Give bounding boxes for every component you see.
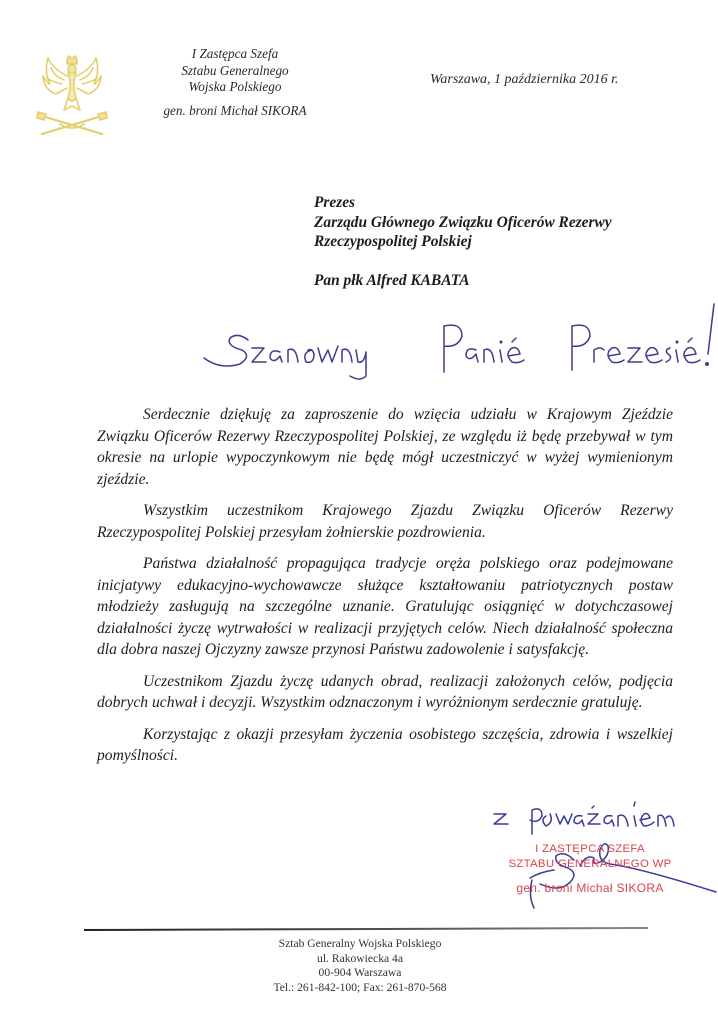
stamp-name: gen. broni Michał SIKORA: [516, 881, 664, 895]
recipient-line: Zarządu Głównego Związku Oficerów Rezerwy: [314, 213, 612, 231]
stamp-line: SZTABU GENERALNEGO WP: [508, 858, 672, 870]
stamp-line: I ZASTĘPCA SZEFA: [535, 843, 645, 855]
footer-line: Tel.: 261-842-100; Fax: 261-870-568: [273, 981, 447, 995]
official-stamp: [490, 842, 690, 896]
body-paragraph: Państwa działalność propagująca tradycje oręża polskiego oraz podejmowane inicjatywy edukacyjno-wychowawcze służące kształtowaniu patriotycznych postaw młodzieży zasługują na szczególne uznanie. Gratulując osiągnięć w dotychczasowej działalności życzę wytrwałości w realizacji przyjętych celów. Niech działalność społeczna dla dobra naszej Ojczyzny zawsze przynosi Państwu zadowolenie i satysfakcję.: [97, 555, 673, 658]
recipient-name: Pan płk Alfred KABATA: [314, 271, 470, 289]
footer-line: ul. Rakowiecka 4a: [317, 951, 403, 965]
sender-title-line: Sztabu Generalnego: [181, 62, 289, 78]
body-paragraph: Uczestnikom Zjazdu życzę udanych obrad, realizacji założonych celów, podjęcia dobrych uchwał i decyzji. Wszystkim odznaczonym i wyróżnionym serdecznie gratuluję.: [97, 672, 673, 711]
sender-name: gen. broni Michał SIKORA: [163, 102, 307, 118]
body-paragraph: Serdecznie dziękuję za zaproszenie do wzięcia udziału w Krajowym Zjeździe Związku Oficerów Rezerwy Rzeczypospolitej Polskiej, ze względu iż będę przebywał w tym okresie na urlopie wypoczynkowym nie będę mógł uczestniczyć w wyżej wymienionym zjeździe.: [97, 406, 673, 488]
sender-title-line: I Zastępca Szefa: [191, 46, 279, 61]
body-paragraph: Wszystkim uczestnikom Krajowego Zjazdu Związku Oficerów Rezerwy Rzeczypospolitej Polskiej przesyłam żołnierskie pozdrowienia.: [97, 502, 673, 541]
footer-line: Sztab Generalny Wojska Polskiego: [278, 937, 442, 950]
footer-divider: [84, 927, 648, 931]
recipient-line: Prezes: [314, 194, 356, 211]
date-line: Warszawa, 1 października 2016 r.: [430, 72, 619, 87]
footer-line: 00-904 Warszawa: [318, 966, 402, 980]
sender-title-line: Wojska Polskiego: [188, 79, 282, 94]
sender-block: [140, 46, 330, 119]
body-paragraph: Korzystając z okazji przesyłam życzenia osobistego szczęścia, zdrowia i wszelkiej pomyślności.: [97, 725, 673, 764]
recipient-block: [314, 193, 612, 290]
recipient-line: Rzeczypospolitej Polskiej: [314, 233, 472, 250]
eagle-emblem-icon: [34, 54, 110, 138]
handwritten-salutation: [200, 300, 718, 390]
letter-body: [97, 404, 673, 777]
footer-address: [220, 937, 500, 996]
